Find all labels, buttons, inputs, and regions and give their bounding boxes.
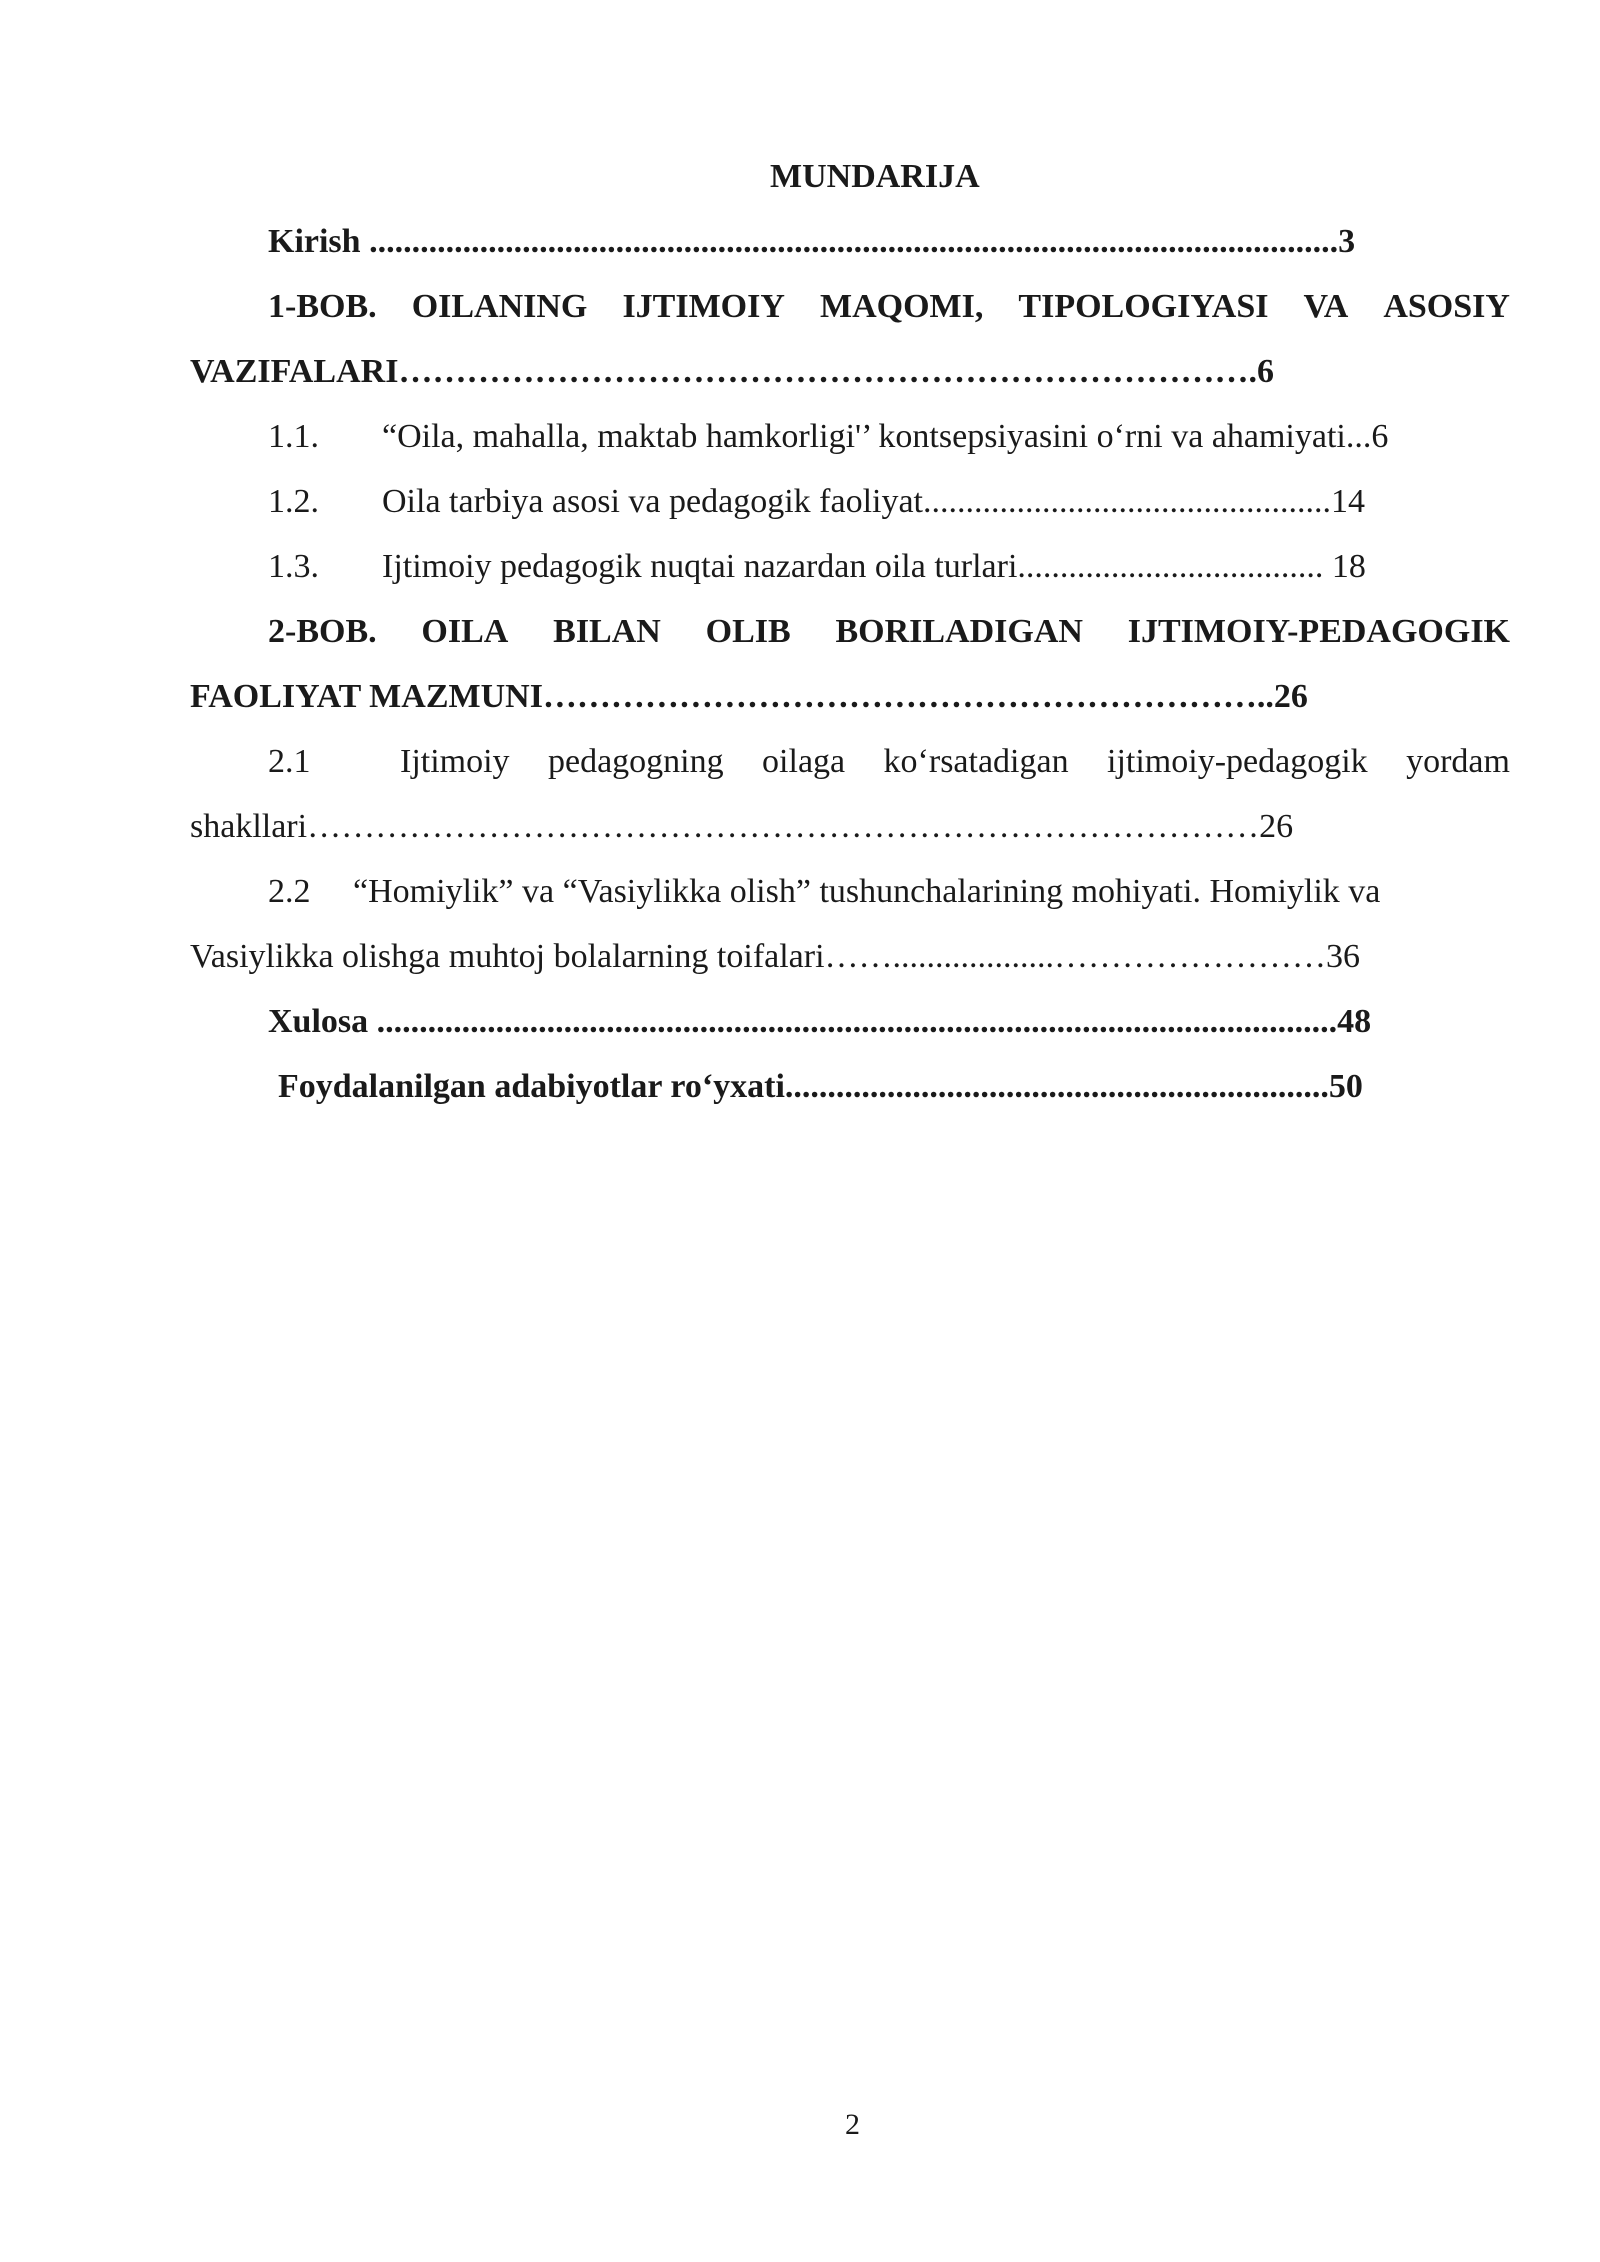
toc-entry-section-1-2: Oila tarbiya asosi va pedagogik faoliyat................................................14 (382, 483, 1365, 520)
toc-section-number: 2.1 (268, 743, 311, 780)
toc-section-number: 1.2. (268, 483, 319, 520)
toc-entry-section-2-2-line-1: 2.2 “Homiylik” va “Vasiylikka olish” tushunchalarining mohiyati. Homiylik va (268, 873, 1381, 910)
toc-section-number: 1.1. (268, 418, 319, 455)
toc-entry-chapter-1-line-1: 1-BOB. OILANING IJTIMOIY MAQOMI, TIPOLOGIYASI VA ASOSIY (268, 288, 1510, 325)
toc-entry-chapter-2-line-2: FAOLIYAT MAZMUNI………………………………………………………..26 (190, 678, 1308, 715)
toc-entry-section-1-1: “Oila, mahalla, maktab hamkorligi'’ kontsepsiyasini o‘rni va ahamiyati...6 (382, 418, 1389, 455)
toc-entry-section-1-3: Ijtimoiy pedagogik nuqtai nazardan oila turlari.................................... 18 (382, 548, 1366, 585)
toc-entry-references: Foydalanilgan adabiyotlar ro‘yxati................................................................50 (278, 1068, 1363, 1105)
page-number: 2 (845, 2108, 860, 2141)
toc-entry-chapter-1-line-2: VAZIFALARI………………………………………………………………….6 (190, 353, 1274, 390)
toc-entry-conclusion: Xulosa .................................................................................................................48 (268, 1003, 1372, 1040)
toc-entry-section-2-1-line-2: shakllari…………………………………………………………………………26 (190, 808, 1294, 845)
toc-title: MUNDARIJA (770, 158, 980, 195)
toc-section-number: 1.3. (268, 548, 319, 585)
toc-entry-section-2-2-line-2: Vasiylikka olishga muhtoj bolalarning toifalari……...................……………………36 (190, 938, 1361, 975)
toc-entry-section-2-1-line-1: Ijtimoiy pedagogning oilaga ko‘rsatadigan ijtimoiy-pedagogik yordam (400, 743, 1510, 780)
toc-entry-chapter-2-line-1: 2-BOB. OILA BILAN OLIB BORILADIGAN IJTIMOIY-PEDAGOGIK (268, 613, 1510, 650)
toc-entry-intro: Kirish ..................................................................................................................3 (268, 223, 1356, 260)
